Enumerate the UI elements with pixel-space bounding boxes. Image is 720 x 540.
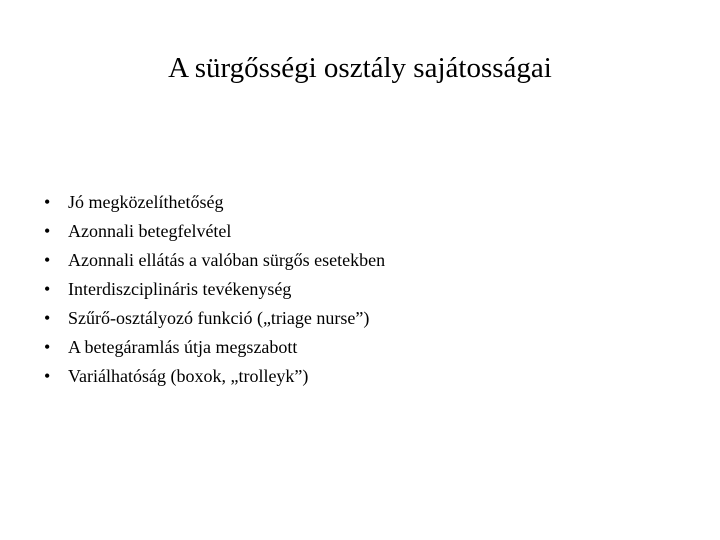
list-item [44,246,385,275]
list-item-text: Interdiszciplináris tevékenység [68,279,292,299]
list-item [44,217,385,246]
bullet-icon: • [44,337,51,357]
bullet-icon: • [44,279,51,299]
bullet-icon: • [44,250,51,270]
list-item-text: Azonnali betegfelvétel [68,221,232,241]
list-item [44,304,385,333]
list-item-text: Azonnali ellátás a valóban sürgős esetekben [68,250,386,270]
list-item [44,188,385,217]
list-item-text: Szűrő-osztályozó funkció („triage nurse”) [68,308,370,328]
bullet-icon: • [44,366,51,386]
bullet-icon: • [44,308,51,328]
bullet-icon: • [44,221,51,241]
list-item-text: Variálhatóság (boxok, „trolleyk”) [68,366,309,386]
list-item [44,333,385,362]
slide-title: A sürgősségi osztály sajátosságai [168,52,552,84]
list-item [44,275,385,304]
bullet-list [44,188,385,391]
list-item-text: Jó megközelíthetőség [68,192,224,212]
list-item [44,362,385,391]
bullet-icon: • [44,192,51,212]
list-item-text: A betegáramlás útja megszabott [68,337,298,357]
